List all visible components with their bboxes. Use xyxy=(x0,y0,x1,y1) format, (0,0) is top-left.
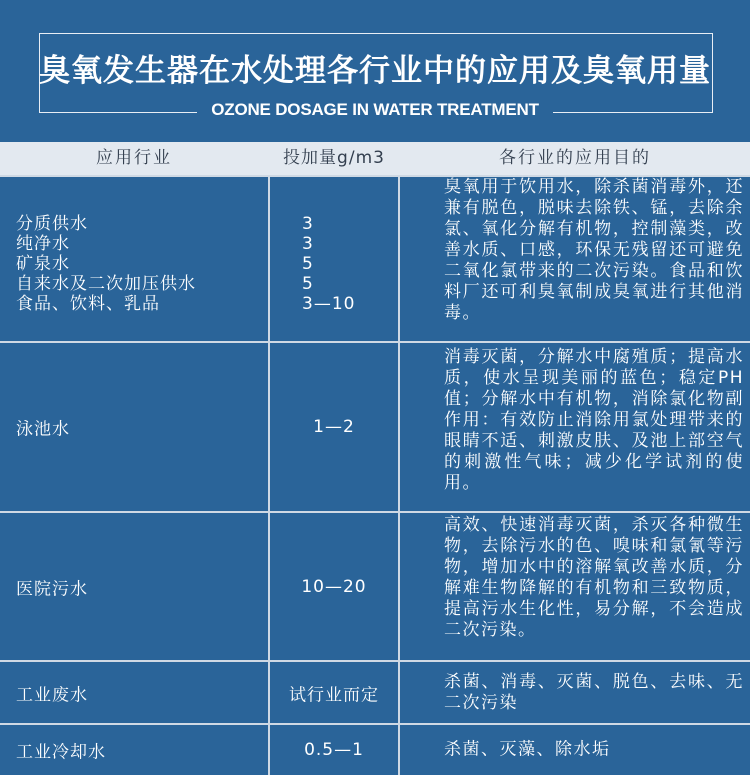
header xyxy=(0,0,750,142)
table-row xyxy=(0,513,750,660)
industry-item: 自来水及二次加压供水 xyxy=(16,274,196,294)
table-row xyxy=(0,725,750,775)
industry-item: 纯净水 xyxy=(16,234,70,254)
industry-list xyxy=(16,214,196,314)
dosage-value: 0.5—1 xyxy=(304,740,364,760)
dosage-value: 10—20 xyxy=(301,576,367,597)
header-dosage: 投加量g/m3 xyxy=(283,148,385,168)
subtitle-wrap xyxy=(0,100,750,120)
table-row xyxy=(0,343,750,511)
purpose-cell xyxy=(400,177,750,341)
purpose-cell xyxy=(400,513,750,660)
dosage-cell xyxy=(270,662,398,723)
dosage-item: 3 xyxy=(302,234,314,254)
dosage-item: 3 xyxy=(302,214,314,234)
dosage-list xyxy=(302,214,355,314)
table-row xyxy=(0,177,750,341)
industry-item: 食品、饮料、乳品 xyxy=(16,294,160,314)
dosage-table xyxy=(0,142,750,775)
dosage-item: 5 xyxy=(302,274,314,294)
industry-label: 工业冷却水 xyxy=(16,742,106,763)
page-subtitle: OZONE DOSAGE IN WATER TREATMENT xyxy=(197,100,553,120)
page-title: 臭氧发生器在水处理各行业中的应用及臭氧用量 xyxy=(39,53,711,89)
table-header xyxy=(0,142,750,175)
dosage-item: 3—10 xyxy=(302,294,356,314)
industry-label: 工业废水 xyxy=(16,685,88,705)
header-purpose: 各行业的应用目的 xyxy=(499,148,651,168)
table-row xyxy=(0,662,750,723)
industry-label: 泳池水 xyxy=(16,419,70,440)
purpose-cell xyxy=(400,343,750,511)
industry-cell xyxy=(0,662,268,723)
dosage-value: 试行业而定 xyxy=(289,685,379,705)
dosage-cell xyxy=(270,513,398,660)
industry-item: 分质供水 xyxy=(16,214,88,234)
purpose-text: 高效、快速消毒灭菌，杀灭各种微生物，去除污水的色、嗅味和氯氰等污物，增加水中的溶解氧改善水质，分解难生物降解的有机物和三致物质，提高污水生化性，易分解，不会造成二次污染。 xyxy=(444,515,744,640)
industry-cell xyxy=(0,177,268,341)
dosage-item: 5 xyxy=(302,254,314,274)
dosage-value: 1—2 xyxy=(313,417,355,437)
purpose-text: 杀菌、灭藻、除水垢 xyxy=(444,739,611,760)
dosage-cell xyxy=(270,177,398,341)
industry-cell xyxy=(0,513,268,660)
industry-cell xyxy=(0,343,268,511)
dosage-cell xyxy=(270,725,398,775)
purpose-cell xyxy=(400,725,750,775)
purpose-cell xyxy=(400,662,750,723)
industry-cell xyxy=(0,725,268,775)
purpose-text: 消毒灭菌，分解水中腐殖质；提高水质，使水呈现美丽的蓝色；稳定PH值；分解水中有机物，消除氯化物副作用：有效防止消除用氯处理带来的眼睛不适、刺激皮肤、及池上部空气的刺激性气味；减少化学试剂的使用。 xyxy=(444,347,744,493)
header-industry: 应用行业 xyxy=(96,148,172,168)
purpose-text: 杀菌、消毒、灭菌、脱色、去味、无二次污染 xyxy=(444,671,744,713)
purpose-text: 臭氧用于饮用水，除杀菌消毒外，还兼有脱色，脱味去除铁、锰，去除余氯、氧化分解有机物，控制藻类，改善水质、口感，环保无残留还可避免二氧化氯带来的二次污染。食品和饮料厂还可利臭氧制成臭氧进行其他消毒。 xyxy=(444,177,744,323)
dosage-cell xyxy=(270,343,398,511)
industry-item: 矿泉水 xyxy=(16,254,70,274)
industry-label: 医院污水 xyxy=(16,579,88,599)
